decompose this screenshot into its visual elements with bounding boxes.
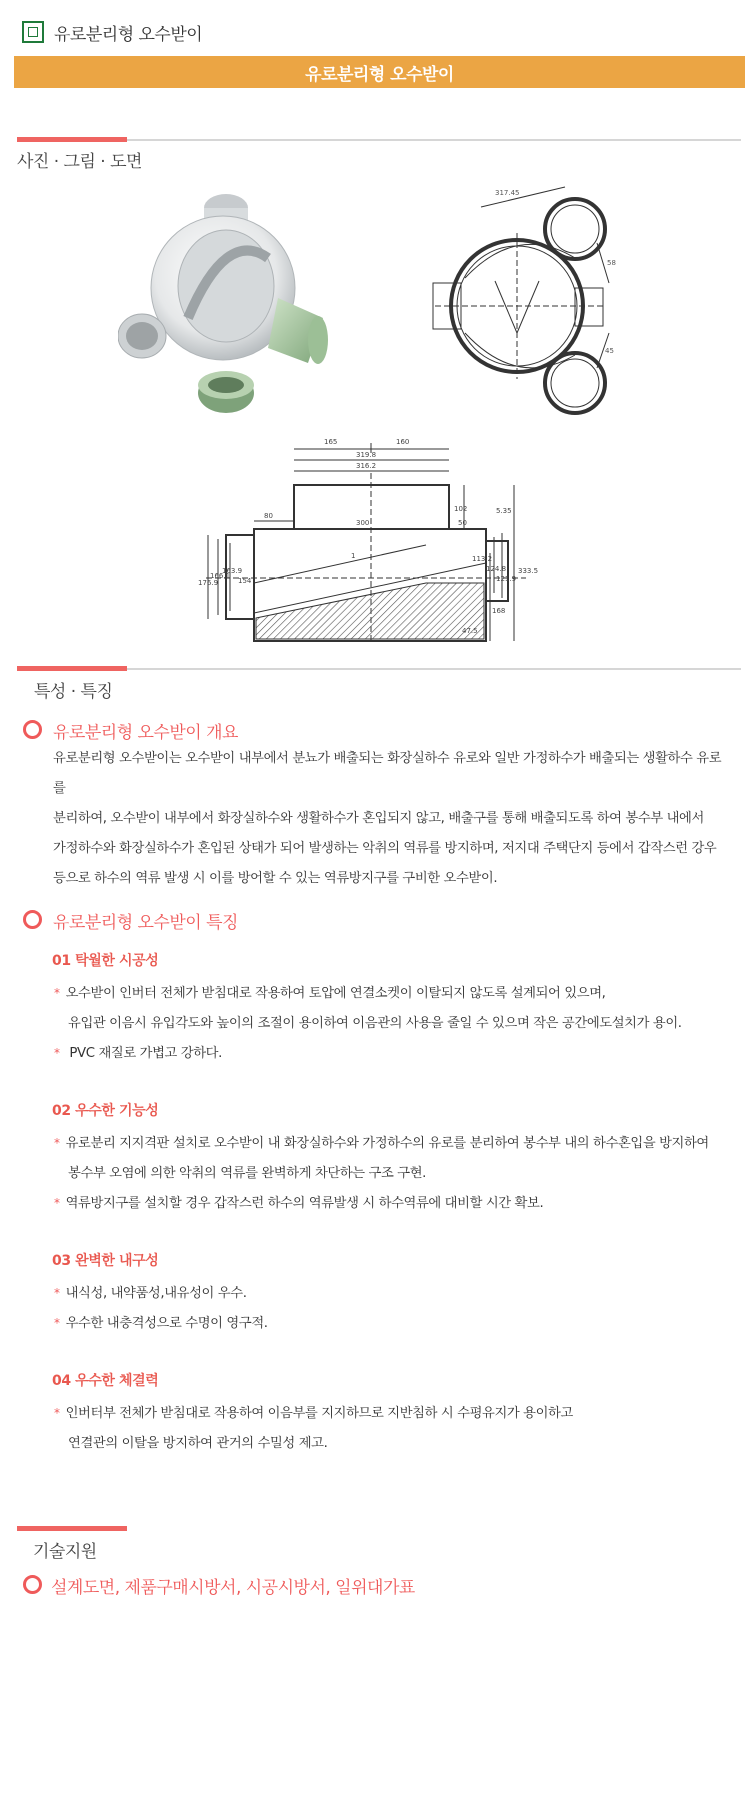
dim-label: 316.2 <box>356 462 377 470</box>
dim-label: 1 <box>351 552 356 560</box>
page-title: 유로분리형 오수받이 <box>54 24 203 45</box>
product-banner: 유로분리형 오수받이 <box>14 56 745 88</box>
section-title-support: 기술지원 <box>33 1542 97 1562</box>
dim-label: 165 <box>324 438 338 446</box>
dim-label: 163.9 <box>222 567 243 575</box>
asterisk-icon: * <box>54 1406 60 1420</box>
dim-label: 58 <box>607 259 616 267</box>
overview-line: 등으로 하수의 역류 발생 시 이를 방어할 수 있는 역류방지구를 구비한 오수받이. <box>53 871 498 886</box>
dim-label: 317.45 <box>495 189 520 197</box>
feature-group-title: 01 탁월한 시공성 <box>52 953 159 969</box>
feature-group-title: 02 우수한 기능성 <box>52 1103 159 1119</box>
overview-text <box>53 744 733 894</box>
dim-label: 47.5 <box>462 627 478 635</box>
feature-item: * 인버터부 전체가 받침대로 작용하여 이음부를 지지하므로 지반침하 시 수평유지가 용이하고 <box>54 1406 573 1421</box>
plan-view-drawing <box>425 183 625 428</box>
check-square-icon <box>22 21 44 43</box>
section-title-features: 특성 · 특징 <box>34 682 113 702</box>
asterisk-icon: * <box>54 1046 60 1060</box>
asterisk-icon: * <box>54 1286 60 1300</box>
overview-heading: 유로분리형 오수받이 개요 <box>53 723 238 743</box>
circle-bullet-icon <box>23 910 42 929</box>
dim-label: 121.9 <box>496 575 517 583</box>
section-title-photos: 사진 · 그림 · 도면 <box>17 152 142 172</box>
feature-group-title: 03 완벽한 내구성 <box>52 1253 159 1269</box>
asterisk-icon: * <box>54 986 60 1000</box>
dim-label: 166.1 <box>210 572 231 580</box>
dim-label: 176.9 <box>198 579 219 587</box>
overview-line: 분리하여, 오수받이 내부에서 화장실하수와 생활하수가 혼입되지 않고, 배출구를 통해 배출되도록 하여 봉수부 내에서 <box>53 811 704 826</box>
feature-item: * 오수받이 인버터 전체가 받침대로 작용하여 토압에 연결소켓이 이탈되지 않도록 설계되어 있으며, <box>54 986 606 1001</box>
feature-item: 연결관의 이탈을 방지하여 관거의 수밀성 제고. <box>68 1436 328 1451</box>
dim-label: 5.35 <box>496 507 512 515</box>
asterisk-icon: * <box>54 1316 60 1330</box>
dim-label: 113.2 <box>472 555 493 563</box>
overview-line: 유로분리형 오수받이는 오수받이 내부에서 분뇨가 배출되는 화장실하수 유로와 일반 가정하수가 배출되는 생활하수 유로를 <box>53 751 722 796</box>
section-divider <box>17 139 741 141</box>
dim-label: 160 <box>396 438 410 446</box>
feature-item: * 유로분리 지지격판 설치로 오수받이 내 화장실하수와 가정하수의 유로를 분리하여 봉수부 내의 하수혼입을 방지하여 <box>54 1136 709 1151</box>
circle-bullet-icon <box>23 1575 42 1594</box>
product-photo <box>118 188 328 418</box>
feature-item: 봉수부 오염에 의한 악취의 역류를 완벽하게 차단하는 구조 구현. <box>68 1166 427 1181</box>
section-divider <box>17 668 741 670</box>
dim-label: 319.8 <box>356 451 377 459</box>
feature-item: * 역류방지구를 설치할 경우 갑작스런 하수의 역류발생 시 하수역류에 대비할 시간 확보. <box>54 1196 544 1211</box>
asterisk-icon: * <box>54 1136 60 1150</box>
dim-label: 300 <box>356 519 370 527</box>
circle-bullet-icon <box>23 720 42 739</box>
feature-item: * 우수한 내충격성으로 수명이 영구적. <box>54 1316 268 1331</box>
feature-item: 유입관 이음시 유입각도와 높이의 조절이 용이하여 이음관의 사용을 줄일 수 있으며 작은 공간에도설치가 용이. <box>68 1016 682 1031</box>
features-heading: 유로분리형 오수받이 특징 <box>53 913 238 933</box>
dim-label: 333.5 <box>518 567 539 575</box>
feature-item: * 내식성, 내약품성,내유성이 우수. <box>54 1286 247 1301</box>
dim-label: 168 <box>492 607 506 615</box>
page-header <box>22 20 202 44</box>
overview-line: 가정하수와 화장실하수가 혼입된 상태가 되어 발생하는 악취의 역류를 방지하며, 저지대 주택단지 등에서 갑작스런 강우 <box>53 841 717 856</box>
section-view-drawing <box>196 433 542 643</box>
feature-item: * PVC 재질로 가볍고 강하다. <box>54 1046 222 1061</box>
dim-label: 102 <box>454 505 468 513</box>
dim-label: 124.8 <box>486 565 507 573</box>
dim-label: 154 <box>238 577 252 585</box>
feature-group-title: 04 우수한 체결력 <box>52 1373 159 1389</box>
asterisk-icon: * <box>54 1196 60 1210</box>
support-documents: 설계도면, 제품구매시방서, 시공시방서, 일위대가표 <box>51 1578 415 1598</box>
dim-label: 80 <box>264 512 273 520</box>
dim-label: 45 <box>605 347 614 355</box>
dim-label: 50 <box>458 519 467 527</box>
section-divider <box>17 1528 127 1530</box>
